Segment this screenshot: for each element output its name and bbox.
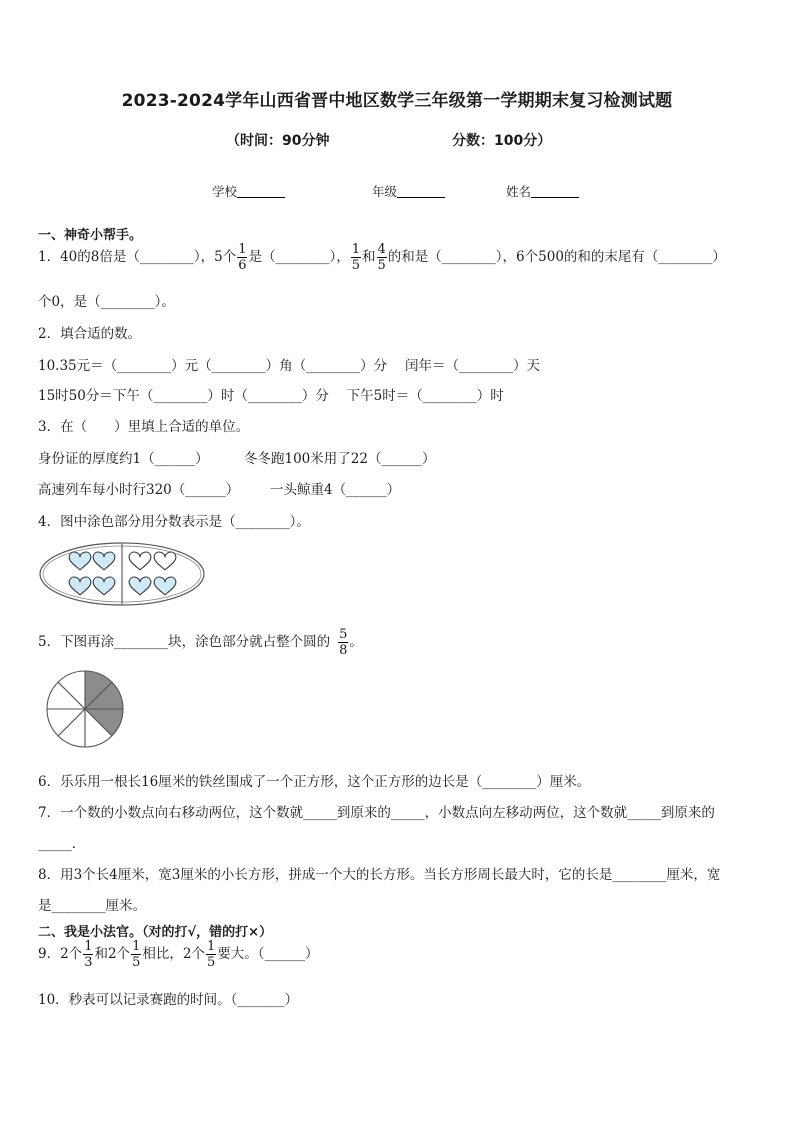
heart-icon-shaded (129, 577, 151, 595)
fraction-denominator: 5 (132, 955, 141, 970)
school-blank[interactable] (237, 185, 285, 198)
fraction-denominator: 3 (84, 955, 93, 970)
q4-heading: 4．图中涂色部分用分数表示是（________）。 (38, 514, 310, 530)
q9-text-a: 9．2个 (38, 946, 83, 962)
q3-line1-b: 冬冬跑100米用了22（______） (244, 451, 436, 467)
q7-line2: _____． (38, 836, 86, 852)
fraction-numerator: 1 (351, 242, 361, 257)
q5-text-a: 5．下图再涂________块，涂色部分就占整个圆的 (38, 634, 331, 650)
circle-sectors (47, 671, 123, 747)
exam-time: （时间：90分钟 (226, 133, 330, 149)
q6-line: 6．乐乐用一根长16厘米的铁丝围成了一个正方形，这个正方形的边长是（________）厘米。 (38, 774, 591, 790)
q9-fraction-2 (131, 940, 141, 969)
fraction-numerator: 5 (339, 627, 348, 642)
q9-fraction-1 (83, 940, 93, 969)
name-blank[interactable] (531, 185, 579, 198)
heart-icon-empty (129, 552, 151, 570)
q1-line1 (38, 243, 726, 272)
q2-heading: 2．填合适的数。 (38, 326, 142, 342)
q1-fraction-3 (377, 243, 387, 272)
q8-line2: 是________厘米。 (38, 898, 146, 914)
heart-icon-shaded (93, 577, 115, 595)
fraction-numerator: 1 (206, 939, 216, 954)
q1-fraction-2 (351, 243, 361, 272)
q5-fraction (338, 628, 348, 657)
heart-icon-empty (154, 552, 176, 570)
q5-circle-figure (44, 668, 126, 750)
fraction-numerator: 1 (238, 242, 247, 257)
grade-label: 年级 (372, 184, 398, 199)
fraction-numerator: 1 (84, 939, 93, 954)
exam-title: 2023-2024学年山西省晋中地区数学三年级第一学期期末复习检测试题 (121, 91, 673, 111)
q8-line1: 8．用3个长4厘米，宽3厘米的小长方形，拼成一个大的长方形。当长方形周长最大时，它的长是________厘米，宽 (38, 867, 721, 883)
fraction-numerator: 4 (377, 242, 386, 257)
grade-field (372, 182, 445, 200)
fraction-denominator: 5 (351, 258, 361, 273)
heart-icon-shaded (93, 552, 115, 570)
q9-fraction-3 (206, 940, 216, 969)
q3-heading: 3．在（ ）里填上合适的单位。 (38, 419, 250, 435)
q3-line1-a: 身份证的厚度约1（______） (38, 451, 209, 467)
q9-text-c: 相比，2个 (142, 946, 205, 962)
heart-icon-shaded (69, 577, 91, 595)
q9-text-b: 和2个 (94, 946, 131, 962)
school-label: 学校 (212, 184, 238, 199)
q1-line2: 个0，是（________）。 (38, 294, 175, 310)
q9-line (38, 940, 318, 969)
section1-heading: 一、神奇小帮手。 (38, 228, 143, 243)
q1-fraction-1 (237, 243, 247, 272)
q3-line2-a: 高速列车每小时行320（______） (38, 482, 240, 498)
q5-text-b: 。 (349, 634, 363, 650)
name-label: 姓名 (506, 184, 532, 199)
q5-line (38, 628, 363, 657)
q1-text-c: 和 (362, 249, 376, 265)
fraction-denominator: 8 (339, 643, 348, 658)
q10-line: 10．秒表可以记录赛跑的时间。（_______） (38, 992, 299, 1008)
q2-line2: 15时50分＝下午（________）时（________）分 下午5时＝（________）时 (38, 388, 504, 404)
fraction-numerator: 1 (132, 939, 141, 954)
fraction-denominator: 5 (206, 955, 216, 970)
fraction-denominator: 6 (238, 258, 247, 273)
q9-text-d: 要大。（______） (217, 946, 319, 962)
grade-blank[interactable] (397, 185, 445, 198)
q2-line1: 10.35元＝（________）元（________）角（________）分 闰年＝（________）天 (38, 358, 540, 374)
q7-line1: 7．一个数的小数点向右移动两位，这个数就_____到原来的_____，小数点向左移动两位，这个数就_____到原来的 (38, 805, 715, 821)
q3-line2-b: 一头鲸重4（______） (270, 482, 401, 498)
fraction-denominator: 5 (377, 258, 386, 273)
q4-hearts-figure (38, 540, 208, 608)
name-field (506, 182, 579, 200)
q1-text-b: 是（________）， (248, 249, 350, 265)
q1-text-a: 1．40的8倍是（________），5个 (38, 249, 237, 265)
heart-icon-shaded (154, 577, 176, 595)
heart-icon-shaded (69, 552, 91, 570)
section2-heading: 二、我是小法官。（对的打√，错的打×） (38, 925, 273, 940)
q1-text-d: 的和是（________），6个500的和的末尾有（________） (387, 249, 726, 265)
exam-score: 分数：100分） (452, 133, 552, 149)
school-field (212, 182, 285, 200)
